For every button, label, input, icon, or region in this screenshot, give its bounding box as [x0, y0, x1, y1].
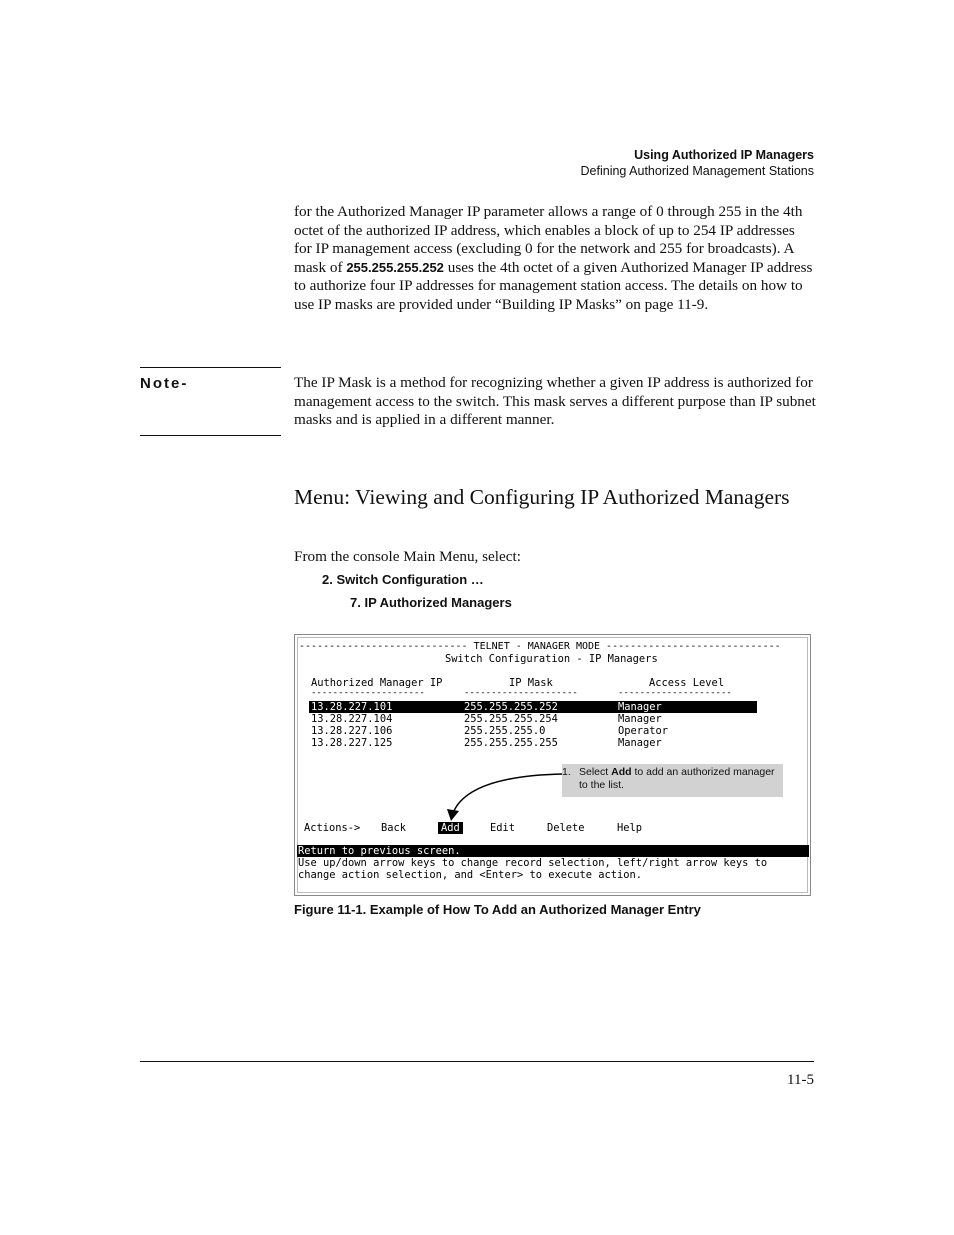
row-mask: 255.255.255.0 — [464, 725, 546, 737]
row-ip[interactable]: 13.28.227.101 — [311, 701, 393, 713]
mask-value: 255.255.255.252 — [346, 259, 444, 275]
intro-text: From the console Main Menu, select: — [294, 548, 521, 565]
paragraph-text: for the Authorized Manager IP parameter allows a range of 0 through 255 in the 4th octet of the authorized IP address, which enables a block of up to 254 IP addresses for IP management access (excluding 0 for the network and 255 for broadcasts). A mask of — [294, 203, 803, 276]
col-header-level: Access Level — [649, 677, 725, 689]
col-header-mask: IP Mask — [509, 677, 553, 689]
row-level: Manager — [618, 701, 662, 713]
row-level: Manager — [618, 713, 662, 725]
help-action[interactable]: Help — [617, 822, 643, 834]
console-subtitle: Switch Configuration - IP Managers — [445, 653, 658, 665]
actions-label: Actions-> — [304, 822, 361, 834]
row-mask: 255.255.255.255 — [464, 737, 558, 749]
status-line: Return to previous screen. — [298, 845, 461, 857]
callout-arrow-line — [453, 774, 563, 813]
note-rule-bottom — [140, 435, 281, 436]
callout-box — [562, 764, 783, 797]
row-ip[interactable]: 13.28.227.104 — [311, 713, 393, 725]
col-underline-mask: --------------------- — [464, 688, 578, 698]
note-text: The IP Mask is a method for recognizing whether a given IP address is authorized for management access to the switch. This mask serves a different purpose than IP subnet masks and is applied in a different manner. — [294, 374, 816, 429]
row-mask: 255.255.255.252 — [464, 701, 558, 713]
row-level: Manager — [618, 737, 662, 749]
help-line-1: Use up/down arrow keys to change record selection, left/right arrow keys to — [298, 857, 768, 869]
running-header-chapter: Using Authorized IP Managers — [634, 148, 814, 162]
col-header-ip: Authorized Manager IP — [311, 677, 443, 689]
back-action[interactable]: Back — [381, 822, 407, 834]
console-title-line: ---------------------------- TELNET - MANAGER MODE ----------------------------- — [299, 641, 781, 652]
delete-action[interactable]: Delete — [547, 822, 585, 834]
row-ip[interactable]: 13.28.227.106 — [311, 725, 393, 737]
callout-text-after: to add an authorized manager to the list. — [579, 766, 775, 791]
row-level: Operator — [618, 725, 669, 737]
body-paragraph — [294, 203, 816, 315]
section-heading: Menu: Viewing and Configuring IP Authorized Managers — [294, 485, 790, 509]
help-line-2: change action selection, and <Enter> to execute action. — [298, 869, 643, 881]
callout-bold: Add — [611, 766, 632, 778]
callout-text — [579, 766, 783, 792]
note-rule-top — [140, 367, 281, 368]
callout-text-before: Select — [579, 766, 612, 778]
page-number: 11-5 — [787, 1072, 814, 1088]
callout-number: 1. — [562, 766, 571, 778]
row-ip[interactable]: 13.28.227.125 — [311, 737, 393, 749]
col-underline-ip: --------------------- — [311, 688, 425, 698]
add-action[interactable]: Add — [438, 822, 463, 834]
note-label: Note- — [140, 375, 189, 392]
callout-arrowhead — [447, 809, 459, 821]
footer-rule — [140, 1061, 814, 1062]
menu-step-1: 2. Switch Configuration … — [322, 572, 484, 587]
row-mask: 255.255.255.254 — [464, 713, 558, 725]
running-header-section: Defining Authorized Management Stations — [580, 164, 814, 178]
edit-action[interactable]: Edit — [490, 822, 516, 834]
figure-caption: Figure 11-1. Example of How To Add an Authorized Manager Entry — [294, 902, 701, 917]
menu-step-2: 7. IP Authorized Managers — [350, 595, 512, 610]
col-underline-level: --------------------- — [618, 688, 732, 698]
paragraph-text-cont: uses the 4th octet of a given Authorized Manager IP address to authorize four IP addresses for management station access. The details on how to use IP masks are provided under “Building IP Masks” on page 11-9. — [294, 258, 813, 313]
